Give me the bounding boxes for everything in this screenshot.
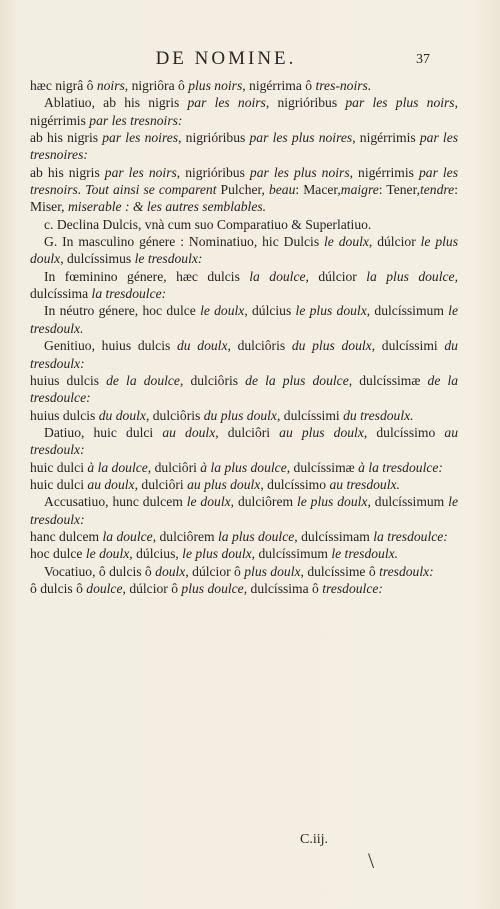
- latin-text: , dulcíssimi: [371, 338, 445, 354]
- latin-text: In néutro génere, hoc dulce: [44, 303, 201, 319]
- latin-text: , dulciôris: [145, 407, 204, 423]
- body-text: [30, 77, 458, 597]
- french-gloss: au doulx: [162, 424, 216, 440]
- text-paragraph: [30, 216, 458, 233]
- latin-text: , dulciôri: [134, 476, 188, 492]
- latin-text: c. Declina Dulcis, vnà cum suo Comparatiuo & Superlatiuo.: [44, 216, 372, 232]
- page-number: 37: [416, 52, 430, 67]
- latin-text: , dulciôri: [147, 459, 201, 475]
- latin-text: , nigérrima ô: [242, 78, 316, 93]
- french-gloss: au tresdoulx.: [329, 476, 400, 492]
- latin-text: hanc dulcem: [30, 528, 103, 544]
- french-gloss: à la tresdoulce:: [358, 459, 443, 475]
- latin-text: , dulcíssima: [30, 268, 458, 302]
- signature-mark: C.iij.: [300, 832, 329, 847]
- french-gloss: au doulx: [87, 476, 135, 492]
- latin-text: , nigriôra ô: [124, 78, 189, 93]
- latin-text: , dulcíssima ô: [243, 580, 323, 596]
- stray-mark: \: [368, 848, 375, 873]
- latin-text: , dulciôris: [227, 338, 292, 354]
- latin-text: , dúlcior: [368, 234, 421, 250]
- text-paragraph: [30, 164, 458, 216]
- latin-text: : Tener,: [378, 182, 420, 198]
- latin-text: Ablatiuo, ab his nigris: [44, 95, 188, 111]
- latin-text: , dulcíssimæ: [286, 459, 359, 475]
- french-gloss: le plus doulx: [296, 494, 368, 510]
- french-gloss: du plus doulx: [203, 407, 277, 423]
- text-paragraph: [30, 77, 458, 94]
- french-gloss: plus noirs: [188, 78, 243, 93]
- latin-text: , nigérrimis: [30, 95, 459, 128]
- latin-text: , nigrióribus: [178, 130, 250, 146]
- french-gloss: plus doulce: [181, 580, 244, 596]
- running-head: DE NOMINE.: [155, 48, 297, 69]
- latin-text: Genitiuo, huius dulcis: [44, 338, 177, 354]
- latin-text: huius dulcis: [30, 372, 107, 388]
- french-gloss: du doulx: [98, 407, 146, 423]
- french-gloss: miserable : & les autres semblables.: [67, 199, 267, 215]
- text-paragraph: [30, 424, 458, 459]
- french-gloss: noirs: [96, 78, 125, 93]
- french-gloss: tendre: [419, 182, 455, 198]
- french-gloss: le plus doulx: [295, 303, 367, 319]
- latin-text: , dulcíssimi: [276, 407, 344, 423]
- text-paragraph: [30, 459, 458, 476]
- latin-text: , dulcíssimus: [60, 251, 135, 267]
- french-gloss: de la tresdoulce:: [30, 372, 459, 406]
- latin-text: G. In masculino génere : Nominatiuo, hic Dulcis: [44, 234, 325, 250]
- french-gloss: au plus doulx: [279, 424, 364, 440]
- latin-text: : Macer,: [295, 182, 341, 198]
- latin-text: , dulciôrem: [230, 494, 297, 510]
- latin-text: , nigrióribus: [265, 95, 346, 111]
- text-paragraph: [30, 528, 458, 545]
- french-gloss: tres-noirs.: [315, 78, 372, 93]
- text-paragraph: [30, 563, 458, 580]
- french-gloss: de la plus doulce: [245, 372, 349, 388]
- latin-text: : Miser,: [30, 182, 458, 215]
- latin-text: hoc dulce: [30, 546, 86, 562]
- text-paragraph: [30, 545, 458, 562]
- text-paragraph: [30, 129, 458, 164]
- latin-text: , nigérrimis: [352, 130, 420, 146]
- latin-text: , dúlcius: [244, 303, 296, 319]
- latin-text: , dúlcior: [305, 268, 367, 284]
- french-gloss: plus doulx: [244, 563, 301, 579]
- latin-text: Pulcher,: [216, 182, 269, 198]
- french-gloss: par les tresnoires:: [30, 130, 459, 163]
- latin-text: Accusatiuo, hunc dulcem: [44, 494, 187, 510]
- french-gloss: la doulce: [102, 528, 153, 544]
- french-gloss: la plus doulce: [218, 528, 295, 544]
- text-paragraph: [30, 407, 458, 424]
- french-gloss: par les tresnoirs. Tout ainsi se comparent: [30, 164, 459, 198]
- text-paragraph: [30, 493, 458, 528]
- latin-text: , dulcíssime ô: [300, 563, 380, 579]
- french-gloss: le tresdoulx:: [134, 251, 203, 267]
- french-gloss: la doulce: [249, 268, 306, 284]
- text-paragraph: [30, 302, 458, 337]
- french-gloss: le doulx: [200, 303, 245, 319]
- latin-text: , dulcíssimo: [260, 476, 330, 492]
- text-paragraph: [30, 372, 458, 407]
- french-gloss: beau: [268, 182, 296, 198]
- latin-text: , nigérrimis: [349, 164, 419, 180]
- french-gloss: par les plus noirs: [249, 164, 350, 180]
- french-gloss: le doulx: [186, 494, 231, 510]
- latin-text: , dulciôri: [215, 424, 280, 440]
- latin-text: In fœminino génere, hæc dulcis: [44, 268, 250, 284]
- latin-text: huic dulci: [30, 476, 88, 492]
- latin-text: ab his nigris: [30, 164, 105, 180]
- latin-text: huius dulcis: [30, 407, 99, 423]
- french-gloss: à la doulce: [87, 459, 148, 475]
- text-paragraph: [30, 337, 458, 372]
- latin-text: , dúlcius,: [129, 546, 183, 562]
- latin-text: , dulcíssimum: [251, 546, 332, 562]
- french-gloss: à la plus doulce: [200, 459, 287, 475]
- text-paragraph: [30, 268, 458, 303]
- latin-text: hæc nigrâ ô: [30, 78, 97, 93]
- french-gloss: doulx: [155, 563, 186, 579]
- french-gloss: au plus doulx: [187, 476, 261, 492]
- latin-text: , dulciôrem: [152, 528, 219, 544]
- latin-text: , dulcíssimum: [367, 494, 449, 510]
- french-gloss: le tresdoulx.: [30, 303, 458, 336]
- latin-text: , nigrióribus: [176, 164, 250, 180]
- french-gloss: le tresdoulx:: [30, 494, 458, 527]
- french-gloss: par les tresnoirs:: [89, 112, 183, 128]
- french-gloss: de la doulce: [106, 372, 180, 388]
- latin-text: huic dulci: [30, 459, 88, 475]
- french-gloss: le plus doulx: [30, 234, 458, 267]
- latin-text: , dulcíssimæ: [348, 372, 428, 388]
- french-gloss: le doulx: [85, 546, 130, 562]
- text-paragraph: [30, 94, 458, 129]
- french-gloss: par les noirs: [104, 164, 177, 180]
- french-gloss: au tresdoulx:: [30, 424, 458, 458]
- latin-text: ab his nigris: [30, 130, 103, 146]
- latin-text: ô dulcis ô: [30, 580, 87, 596]
- french-gloss: la tresdoulce:: [91, 286, 167, 302]
- page-header: [0, 48, 500, 72]
- latin-text: Datiuo, huic dulci: [44, 424, 163, 440]
- french-gloss: le doulx: [324, 234, 369, 250]
- french-gloss: par les plus noirs: [345, 95, 455, 111]
- french-gloss: du plus doulx: [291, 338, 372, 354]
- french-gloss: doulce: [86, 580, 123, 596]
- french-gloss: du tresdoulx:: [30, 338, 458, 371]
- french-gloss: le tresdoulx.: [331, 546, 399, 562]
- french-gloss: le plus doulx: [182, 546, 252, 562]
- french-gloss: la tresdoulce:: [373, 528, 448, 544]
- latin-text: , dulcíssimum: [366, 303, 449, 319]
- latin-text: Vocatiuo, ô dulcis ô: [44, 563, 156, 579]
- latin-text: , dulcíssimo: [363, 424, 445, 440]
- latin-text: , dúlcior ô: [185, 563, 245, 579]
- french-gloss: par les noires: [102, 130, 179, 146]
- french-gloss: par les plus noires: [249, 130, 353, 146]
- text-paragraph: [30, 476, 458, 493]
- french-gloss: la plus doulce: [366, 268, 455, 284]
- french-gloss: tresdoulx:: [379, 563, 434, 579]
- french-gloss: du tresdoulx.: [343, 407, 414, 423]
- latin-text: , dulciôris: [179, 372, 246, 388]
- text-paragraph: [30, 580, 458, 597]
- french-gloss: tresdoulce:: [322, 580, 383, 596]
- french-gloss: maigre: [340, 182, 379, 198]
- french-gloss: par les noirs: [187, 95, 266, 111]
- french-gloss: du doulx: [176, 338, 228, 354]
- text-paragraph: [30, 233, 458, 268]
- latin-text: , dulcíssimam: [294, 528, 374, 544]
- latin-text: , dúlcior ô: [122, 580, 182, 596]
